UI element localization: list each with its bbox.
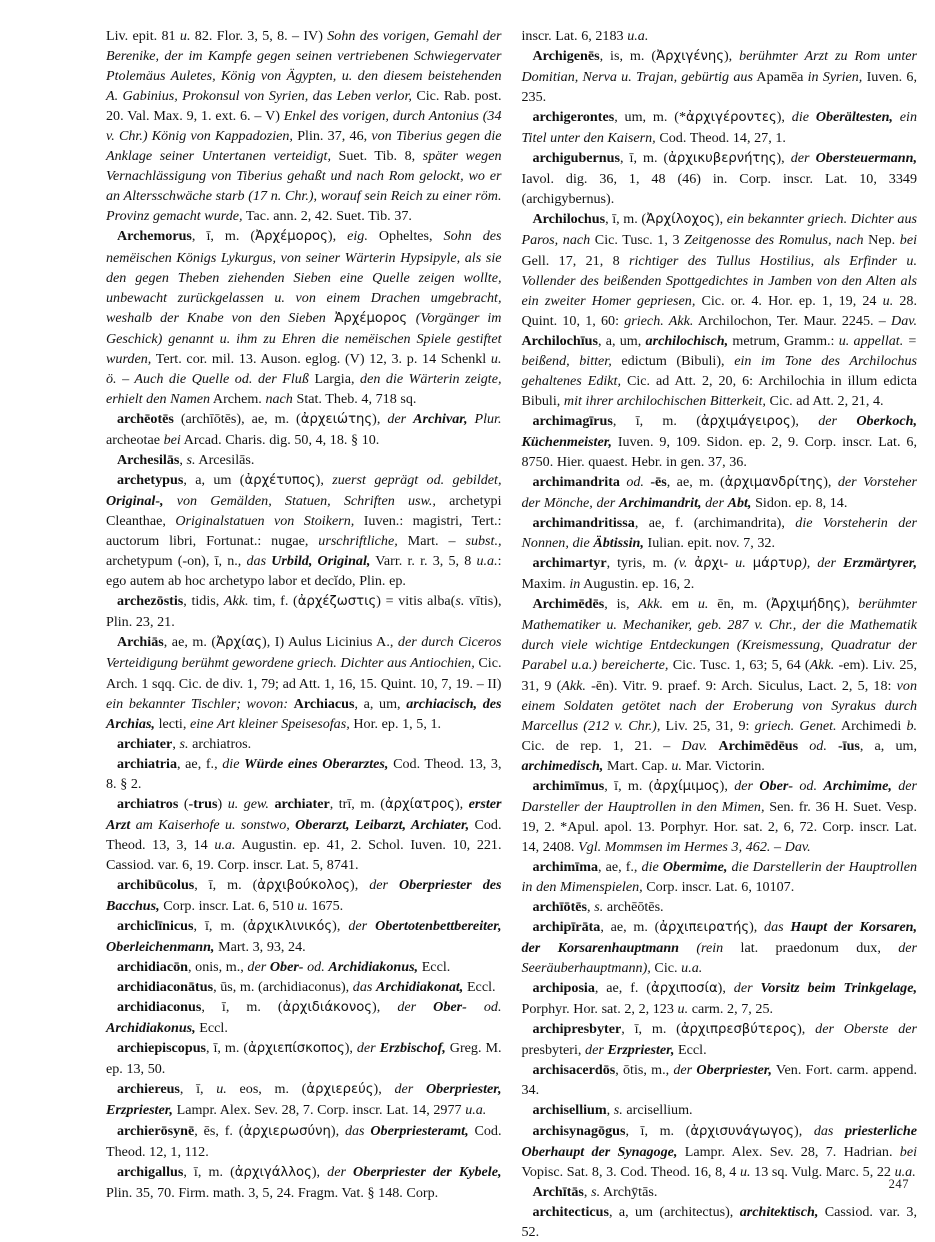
dictionary-entry: archisacerdōs, ōtis, m., der Oberpriester, Ven. Fort. carm. append. 34. bbox=[521, 1062, 917, 1099]
dictionary-entry: Archilochus, ī, m. (Ἀρχίλοχος), ein bekannter griech. Dichter aus Paros, nach Cic. Tusc. 1, 3 Zeitgenosse des Romulus, nach Nep. bei Gell. 17, 21, 8 richtiger des Tullus Hostilius, als Erfinder u. Vollender des beißenden Spottgedichtes in Jamben von den Alten als ein zweiter Homer gepriesen, Cic. or. 4. Hor. ep. 1, 19, 24 u. 28. Quint. 10, 1, 60: griech. Akk. Archilochon, Ter. Maur. 2245. – Dav. Archilochīus, a, um, archilochisch, metrum, Gramm.: u. appellat. = beißend, bitter, edictum (Bibuli), ein im Tone des Archilochus gehaltenes Edikt, Cic. ad Att. 2, 20, 6: Archilochia in illum edicta Bibuli, mit ihrer archilochischen Bitterkeit, Cic. ad Att. 2, 21, 4. bbox=[521, 211, 918, 409]
dictionary-entry: archisynagōgus, ī, m. (ἀρχισυνάγωγος), das priesterliche Oberhaupt der Synagoge, Lampr. Alex. Sev. 28, 7. Hadrian. bei Vopisc. Sat. 8, 3. Cod. Theod. 16, 8, 4 u. 13 sq. Vulg. Marc. 5, 22 u.a. bbox=[521, 1122, 918, 1180]
dictionary-entry: archigallus, ī, m. (ἀρχιγάλλος), der Oberpriester der Kybele, Plin. 35, 70. Firm. math. 3, 5, 24. Fragm. Vat. § 148. Corp. bbox=[106, 1163, 502, 1201]
dictionary-entry: archimandritissa, ae, f. (archimandrita), die Vorsteherin der Nonnen, die Äbtissin, Iulian. epit. nov. 7, 32. bbox=[521, 515, 917, 552]
dictionary-entry: archierōsynē, ēs, f. (ἀρχιερωσύνη), das Oberpriesteramt, Cod. Theod. 12, 1, 112. bbox=[106, 1122, 502, 1160]
dictionary-entry: archiereus, ī, u. eos, m. (ἀρχιερεύς), der Oberpriester, Erzpriester, Lampr. Alex. Sev. 28, 7. Corp. inscr. Lat. 14, 2977 u.a. bbox=[106, 1081, 502, 1119]
dictionary-entry: archiposia, ae, f. (ἀρχιποσία), der Vorsitz beim Trinkgelage, Porphyr. Hor. sat. 2, 2, 123 u. carm. 2, 7, 25. bbox=[521, 980, 918, 1018]
entry-continuation: Liv. epit. 81 u. 82. Flor. 3, 5, 8. – IV) Sohn des vorigen, Gemahl der Berenike, der im Kampfe gegen seinen vertriebenen Schwiegervater Ptolemäus Auletes, König von Ägypten, u. den diesem beistehenden A. Gabinius, Prokonsul von Syrien, das Leben verlor, Cic. Rab. post. 20. Val. Max. 9, 1. ext. 6. – V) Enkel des vorigen, durch Antonius (34 v. Chr.) König von Kappadozien, Plin. 37, 46, von Tiberius gegen die Anklage seiner Untertanen verteidigt, Suet. Tib. 8, später wegen Vernachlässigung von Tiberius gehaßt und nach Rom gelockt, wo er an Altersschwäche starb (17 n. Chr.), worauf sein Reich zu einer röm. Provinz gemacht wurde, Tac. ann. 2, 42. Suet. Tib. 37. bbox=[106, 28, 502, 225]
dictionary-entry: archīōtēs, s. archēōtēs. bbox=[532, 899, 664, 916]
dictionary-entry: archigerontes, um, m. (*ἀρχιγέροντες), die Oberältesten, ein Titel unter den Kaisern, Cod. Theod. 14, 27, 1. bbox=[521, 109, 918, 147]
dictionary-entry: archimandrita od. -ēs, ae, m. (ἀρχιμανδρίτης), der Vorsteher der Mönche, der Archimandrit, der Abt, Sidon. ep. 8, 14. bbox=[521, 474, 918, 512]
dictionary-entry: archezōstis, tidis, Akk. tim, f. (ἀρχέζωστις) = vitis alba(s. vītis), Plin. 23, 21. bbox=[106, 593, 502, 631]
dictionary-entry: archiatros (-trus) u. gew. archiater, trī, m. (ἀρχίατρος), erster Arzt am Kaiserhofe u. sonstwo, Oberarzt, Leibarzt, Archiater, Cod. Theod. 13, 3, 14 u.a. Augustin. ep. 41, 2. Schol. Iuven. 10, 221. Cassiod. var. 6, 19. Corp. inscr. Lat. 5, 8741. bbox=[106, 795, 502, 873]
dictionary-entry: archiepiscopus, ī, m. (ἀρχιεπίσκοπος), der Erzbischof, Greg. M. ep. 13, 50. bbox=[106, 1040, 502, 1078]
dictionary-entry: archidiaconus, ī, m. (ἀρχιδιάκονος), der Ober- od. Archidiakonus, Eccl. bbox=[106, 999, 502, 1037]
dictionary-entry: Archigenēs, is, m. (Ἀρχιγένης), berühmter Arzt zu Rom unter Domitian, Nerva u. Trajan, gebürtig aus Apamēa in Syrien, Iuven. 6, 235. bbox=[521, 48, 917, 106]
dictionary-entry: Archimēdēs, is, Akk. em u. ēn, m. (Ἀρχιμήδης), berühmter Mathematiker u. Mechaniker, geb. 287 v. Chr., der die Mathematik durch viele wichtige Entdeckungen (Kreismessung, Quadratur der Parabel u.a.) bereicherte, Cic. Tusc. 1, 63; 5, 64 (Akk. -em). Liv. 25, 31, 9 (Akk. -ēn). Vitr. 9. praef. 9: Arch. Siculus, Lact. 2, 5, 18: von einem Soldaten getötet nach der Eroberung von Syrakus durch Marcellus (212 v. Chr.), Liv. 25, 31, 9: griech. Genet. Archimedi b. Cic. de rep. 1, 21. – Dav. Archimēdēus od. -īus, a, um, archimedisch, Mart. Cap. u. Mar. Victorin. bbox=[521, 596, 918, 774]
dictionary-entry: archimagīrus, ī, m. (ἀρχιμάγειρος), der Oberkoch, Küchenmeister, Iuven. 9, 109. Sidon. ep. 2, 9. Corp. inscr. Lat. 6, 8750. Hier. quaest. Hebr. in gen. 37, 36. bbox=[521, 412, 917, 470]
entry-continuation: inscr. Lat. 6, 2183 u.a. bbox=[521, 28, 649, 44]
page-number: 247 bbox=[888, 1177, 909, 1191]
dictionary-entry: archipresbyter, ī, m. (ἀρχιπρεσβύτερος), der Oberste der presbyteri, der Erzpriester, Eccl. bbox=[521, 1021, 917, 1059]
dictionary-entry: archidiacōn, onis, m., der Ober- od. Archidiakonus, Eccl. bbox=[117, 959, 451, 976]
text-column-right bbox=[522, 26, 918, 1242]
dictionary-entry: archisellium, s. arcisellium. bbox=[532, 1102, 693, 1119]
dictionary-entry: archibūcolus, ī, m. (ἀρχιβούκολος), der Oberpriester des Bacchus, Corp. inscr. Lat. 6, 510 u. 1675. bbox=[106, 876, 502, 915]
dictionary-entry: archigubernus, ī, m. (ἀρχικυβερνήτης), der Obersteuermann, Iavol. dig. 36, 1, 48 (46) in. Corp. inscr. Lat. 10, 3349 (archigybernus). bbox=[521, 150, 917, 208]
dictionary-entry: Archiās, ae, m. (Ἀρχίας), I) Aulus Licinius A., der durch Ciceros Verteidigung berühmt gewordene griech. Dichter aus Antiochien, Cic. Arch. 1 sqq. Cic. de div. 1, 79; ad Att. 1, 16, 15. Quint. 10, 7, 19. – II) ein bekannter Tischler; wovon: Archiacus, a, um, archiacisch, des Archias, lecti, eine Art kleiner Speisesofas, Hor. ep. 1, 5, 1. bbox=[106, 634, 502, 732]
dictionary-entry: archimartyr, tyris, m. (v. ἀρχι- u. μάρτυρ), der Erzmärtyrer, Maxim. in Augustin. ep. 16, 2. bbox=[521, 555, 917, 593]
dictionary-entry: archiclīnicus, ī, m. (ἀρχικλινικός), der Obertotenbettbereiter, Oberleichenmann, Mart. 3, 93, 24. bbox=[106, 918, 502, 956]
dictionary-entry: Archemorus, ī, m. (Ἀρχέμορος), eig. Opheltes, Sohn des nemëischen Königs Lykurgus, von seiner Wärterin Hypsipyle, als sie den gegen Theben ziehenden Sieben eine Quelle zeigen wollte, unbewacht zurückgelassen u. von einem Drachen umgebracht, weshalb der Knabe von den Sieben Ἀρχέμορος (Vorgänger im Geschick) genannt u. ihm zu Ehren die nemëischen Spiele gestiftet wurden, Tert. cor. mil. 13. Auson. eglog. (V) 12, 3. p. 14 Schenkl u. ö. – Auch die Quelle od. der Fluß Largia, den die Wärterin zeigte, erhielt den Namen Archem. nach Stat. Theb. 4, 718 sq. bbox=[106, 228, 502, 407]
dictionary-entry: archimīma, ae, f., die Obermime, die Darstellerin der Hauptrollen in den Mimenspielen, Corp. inscr. Lat. 6, 10107. bbox=[521, 858, 918, 895]
dictionary-entry: archēotēs (archīōtēs), ae, m. (ἀρχειώτης), der Archivar, Plur. archeotae bei Arcad. Charis. dig. 50, 4, 18. § 10. bbox=[106, 410, 502, 448]
dictionary-entry: archimīmus, ī, m. (ἀρχίμιμος), der Ober- od. Archimime, der Darsteller der Hauptrollen in den Mimen, Sen. fr. 36 H. Suet. Vesp. 19, 2. *Apul. apol. 13. Porphyr. Hor. sat. 2, 6, 72. Corp. inscr. Lat. 14, 2408. Vgl. Mommsen im Hermes 3, 462. – Dav. bbox=[521, 777, 917, 855]
dictionary-entry: archiater, s. archiatros. bbox=[117, 735, 252, 752]
dictionary-entry: Archītās, s. Archȳtās. bbox=[532, 1183, 658, 1200]
dictionary-entry: archidiaconātus, ūs, m. (archidiaconus), das Archidiakonat, Eccl. bbox=[117, 979, 496, 996]
text-column-left bbox=[106, 26, 502, 1203]
dictionary-entry: archipīrāta, ae, m. (ἀρχιπειρατής), das Haupt der Korsaren, der Korsarenhauptmann (rein lat. praedonum dux, der Seeräuberhauptmann), Cic. u.a. bbox=[521, 919, 918, 977]
dictionary-entry: archetypus, a, um (ἀρχέτυπος), zuerst geprägt od. gebildet, Original-, von Gemälden, Statuen, Schriften usw., archetypi Cleanthae, Originalstatuen von Stoikern, Iuven.: magistri, Tert.: auctorum libri, Fortunat.: nugae, urschriftliche, Mart. – subst., archetypum (-on), ī, n., das Urbild, Original, Varr. r. r. 3, 5, 8 u.a.: ego autem ab hoc archetypo labor et decĭdo, Plin. ep. bbox=[106, 472, 502, 590]
dictionary-entry: architecticus, a, um (architectus), architektisch, Cassiod. var. 3, 52. bbox=[521, 1203, 917, 1240]
dictionary-entry: Archesilās, s. Arcesilās. bbox=[117, 451, 255, 468]
dictionary-entry: archiatria, ae, f., die Würde eines Oberarztes, Cod. Theod. 13, 3, 8. § 2. bbox=[106, 755, 502, 792]
